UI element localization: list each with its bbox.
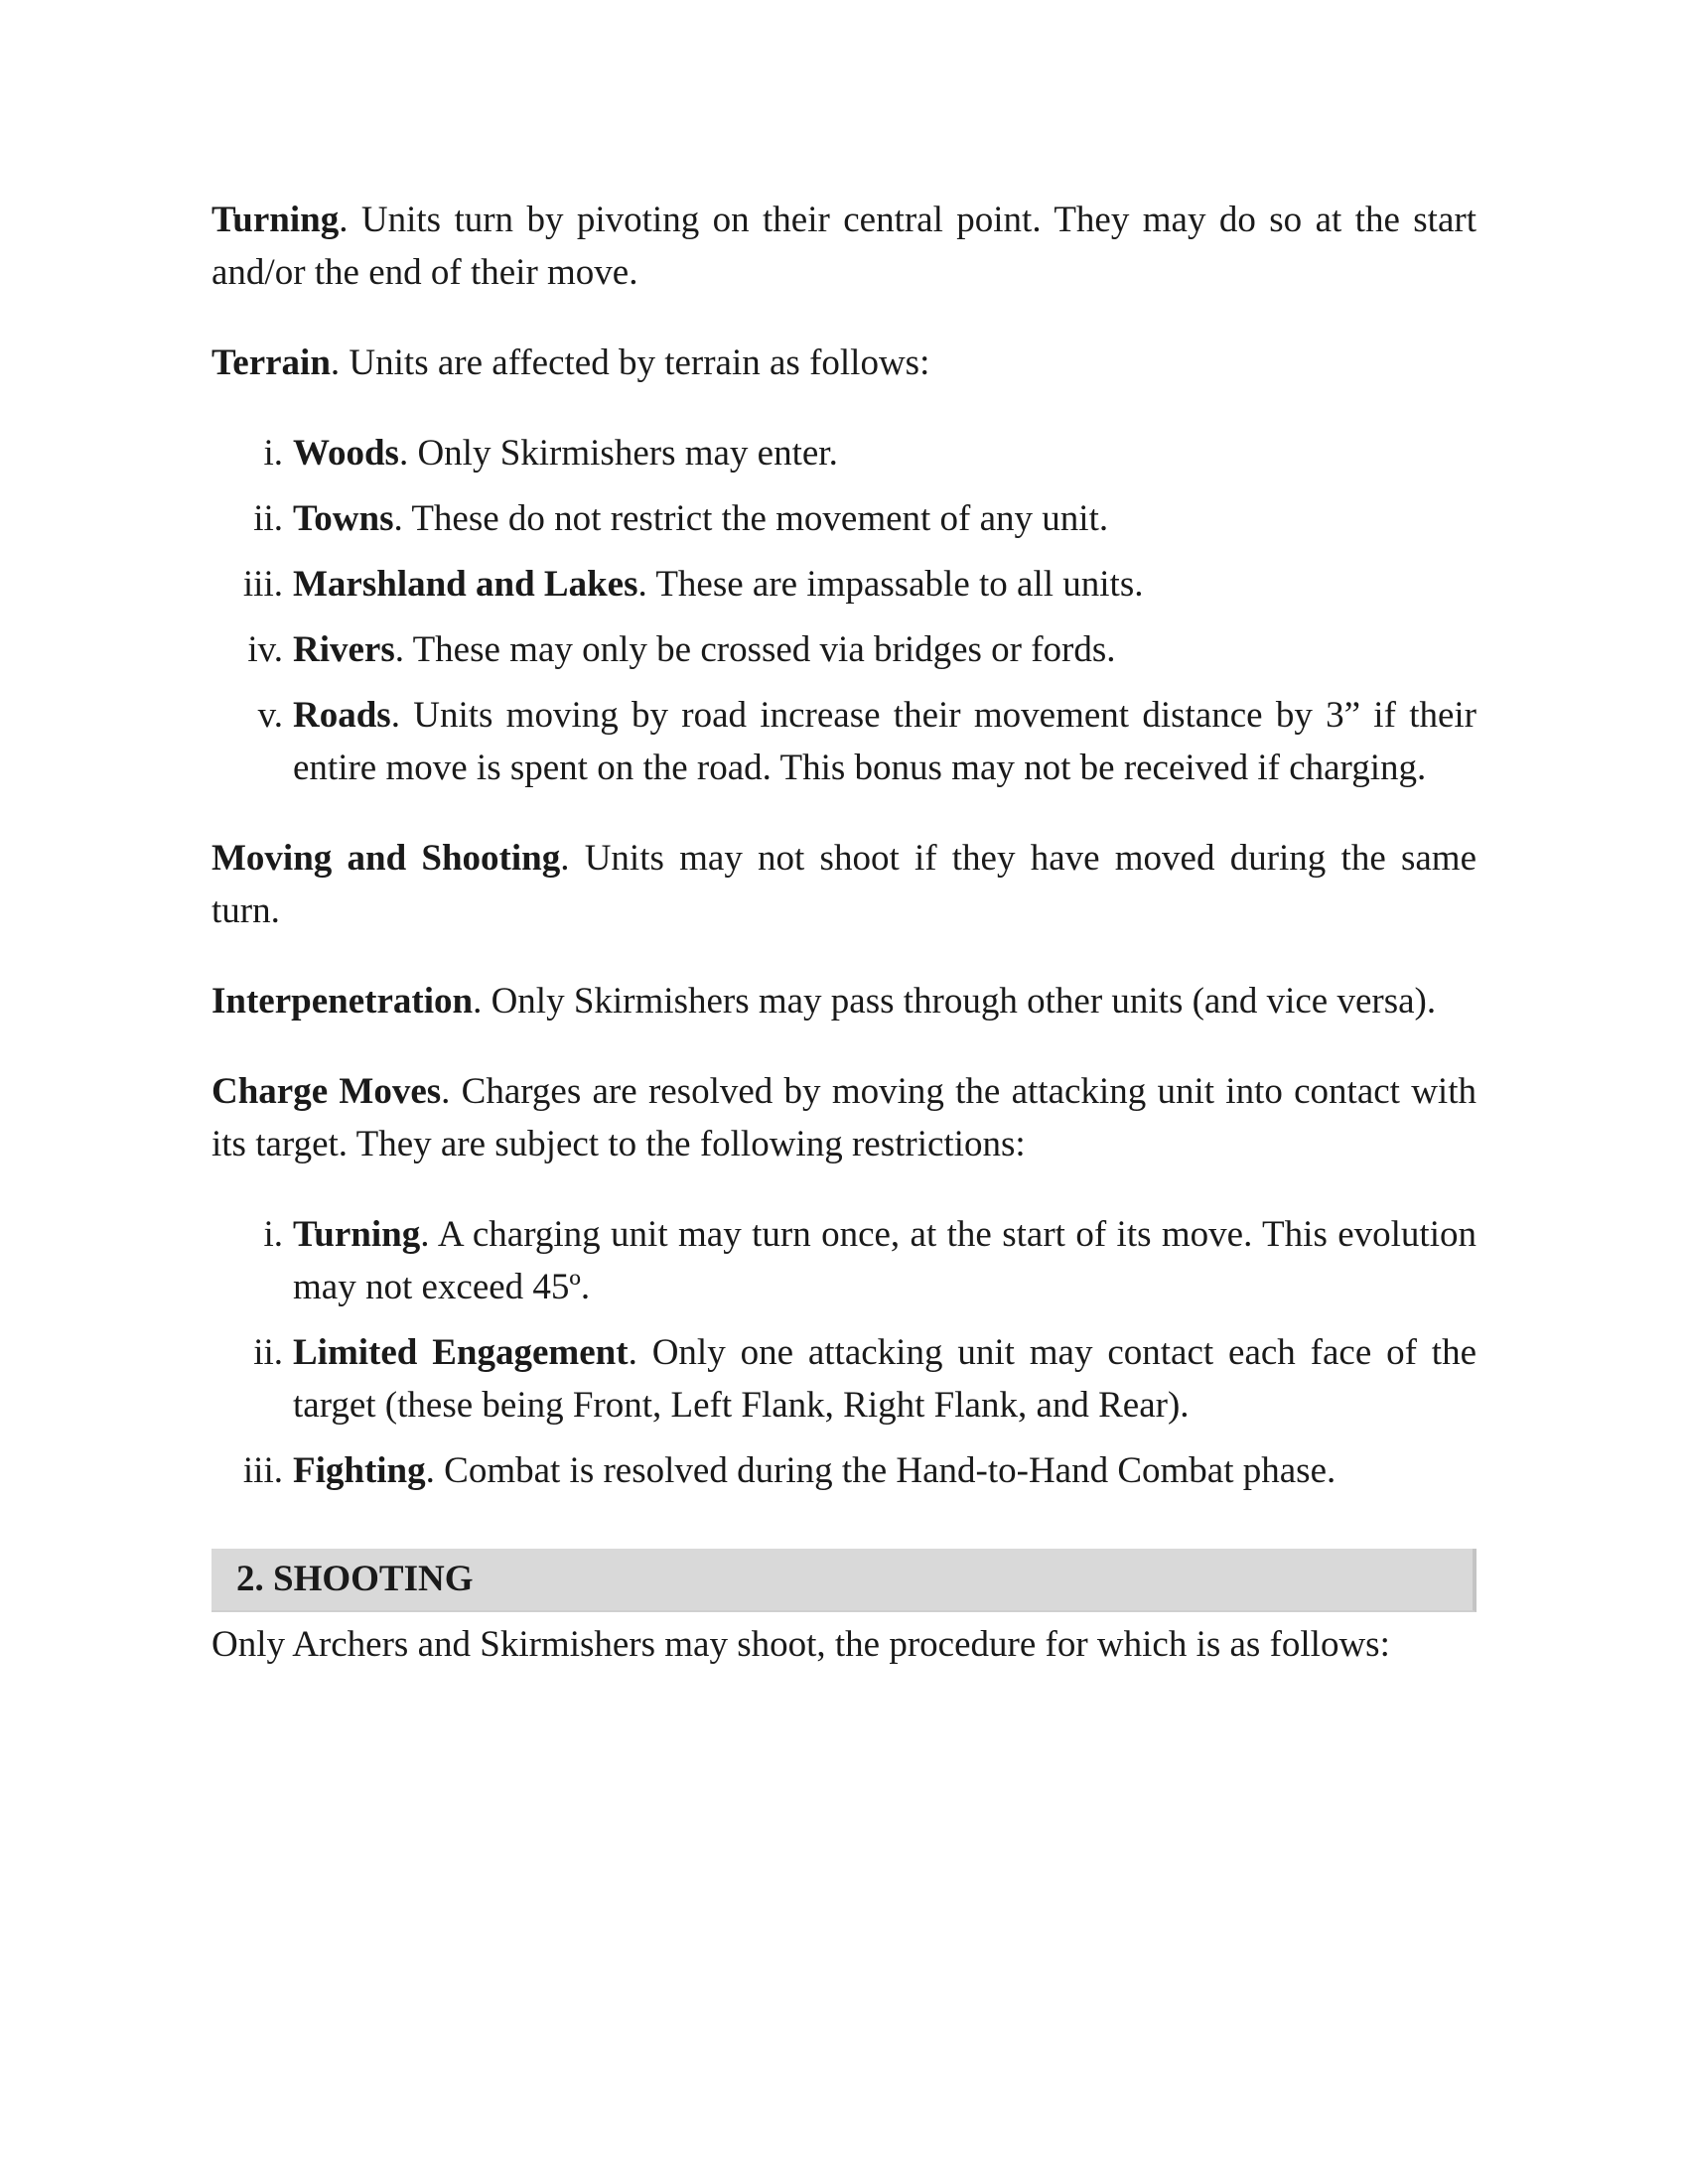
terrain-list <box>211 427 1477 794</box>
paragraph-shooting: Only Archers and Skirmishers may shoot, the procedure for which is as follows: <box>211 1624 1390 1665</box>
paragraph-interpenetration <box>211 975 1477 1027</box>
charge-list <box>211 1208 1477 1497</box>
list-item: i. Turning. A charging unit may turn once, at the start of its move. This evolution may not exceed 45º. <box>263 1214 1477 1307</box>
list-item: ii. Towns. These do not restrict the movement of any unit. <box>253 498 1109 539</box>
paragraph-charge-moves <box>211 1065 1477 1170</box>
text-moving-shooting: . Units may not shoot if they have moved during the same turn. <box>211 838 1477 931</box>
paragraph-moving-shooting <box>211 832 1477 937</box>
paragraph-turning <box>211 194 1477 299</box>
text-charge-moves: . Charges are resolved by moving the attacking unit into contact with its target. They are subject to the following restrictions: <box>211 1071 1477 1164</box>
list-item: v. Roads. Units moving by road increase their movement distance by 3” if their entire move is spent on the road. This bonus may not be received if charging. <box>257 695 1477 788</box>
list-item: iii. Fighting. Combat is resolved during the Hand-to-Hand Combat phase. <box>242 1450 1336 1491</box>
term-terrain: Terrain <box>211 342 331 383</box>
term-turning: Turning <box>211 200 340 240</box>
list-item: i. Woods. Only Skirmishers may enter. <box>263 433 838 474</box>
list-item: ii. Limited Engagement. Only one attacking unit may contact each face of the target (these being Front, Left Flank, Right Flank, and Rear). <box>253 1332 1477 1426</box>
text-interpenetration: . Only Skirmishers may pass through other units (and vice versa). <box>473 981 1437 1022</box>
term-interpenetration: Interpenetration <box>211 981 474 1022</box>
text-terrain: . Units are affected by terrain as follows: <box>330 342 930 383</box>
term-moving-shooting: Moving and Shooting <box>211 838 561 879</box>
paragraph-terrain <box>211 337 1477 389</box>
list-item: iv. Rivers. These may only be crossed via bridges or fords. <box>247 629 1116 670</box>
section-heading-shooting: 2. SHOOTING <box>211 1549 1477 1612</box>
list-item: iii. Marshland and Lakes. These are impassable to all units. <box>242 564 1144 605</box>
text-turning: . Units turn by pivoting on their central point. They may do so at the start and/or the end of their move. <box>211 200 1477 293</box>
document-page <box>211 194 1477 1671</box>
term-charge-moves: Charge Moves <box>211 1071 442 1112</box>
